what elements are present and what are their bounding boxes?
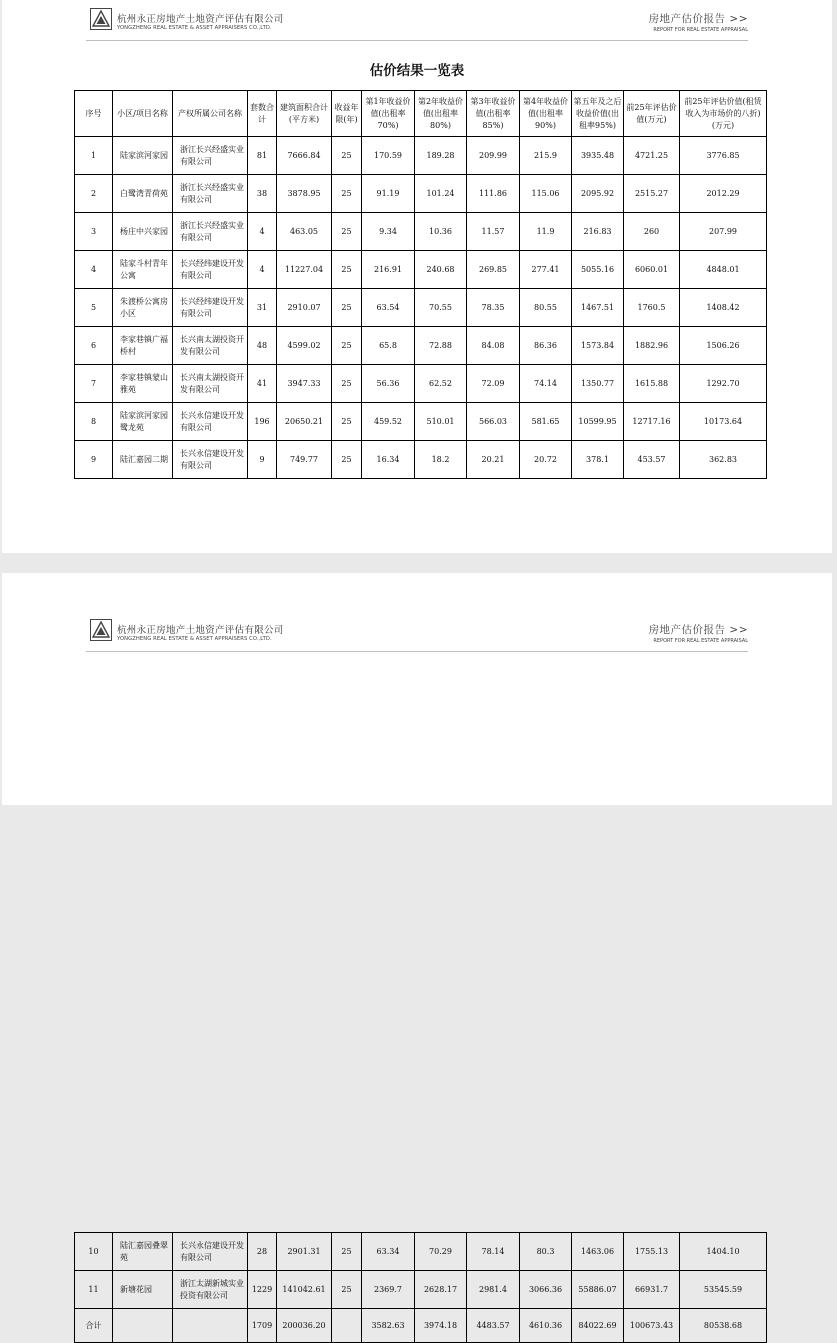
table-cell: 31 bbox=[248, 289, 277, 327]
column-header: 序号 bbox=[75, 91, 113, 137]
table-cell: 20650.21 bbox=[277, 403, 332, 441]
table-cell: 9.34 bbox=[362, 213, 415, 251]
table-cell: 70.29 bbox=[415, 1233, 467, 1271]
table-cell: 215.9 bbox=[520, 137, 572, 175]
table-cell: 28 bbox=[248, 1233, 277, 1271]
table-row bbox=[75, 365, 767, 403]
table-cell: 3878.95 bbox=[277, 175, 332, 213]
table-cell: 216.91 bbox=[362, 251, 415, 289]
table-cell: 6060.01 bbox=[624, 251, 680, 289]
table-cell: 55886.07 bbox=[572, 1271, 624, 1309]
table-cell: 10.36 bbox=[415, 213, 467, 251]
table-cell: 25 bbox=[332, 327, 362, 365]
table-cell: 81 bbox=[248, 137, 277, 175]
table-cell: 510.01 bbox=[415, 403, 467, 441]
table-cell: 陆家斗村青年公寓 bbox=[113, 251, 173, 289]
table-cell: 4721.25 bbox=[624, 137, 680, 175]
table-cell: 66931.7 bbox=[624, 1271, 680, 1309]
table-cell: 62.52 bbox=[415, 365, 467, 403]
table-cell: 453.57 bbox=[624, 441, 680, 479]
table-cell: 65.8 bbox=[362, 327, 415, 365]
column-header: 第2年收益价值(出租率80%) bbox=[415, 91, 467, 137]
report-subtitle: REPORT FOR REAL ESTATE APPRAISAL bbox=[653, 638, 748, 644]
column-header: 前25年评估价值(万元) bbox=[624, 91, 680, 137]
table-cell: 209.99 bbox=[467, 137, 520, 175]
table-cell: 2628.17 bbox=[415, 1271, 467, 1309]
table-cell: 207.99 bbox=[680, 213, 767, 251]
table-cell: 3 bbox=[75, 213, 113, 251]
table-cell: 2515.27 bbox=[624, 175, 680, 213]
table-cell: 78.14 bbox=[467, 1233, 520, 1271]
table-cell: 91.19 bbox=[362, 175, 415, 213]
table-cell: 80.3 bbox=[520, 1233, 572, 1271]
table-cell: 7666.84 bbox=[277, 137, 332, 175]
column-header: 建筑面积合计(平方米) bbox=[277, 91, 332, 137]
table-cell: 1350.77 bbox=[572, 365, 624, 403]
table-cell: 63.54 bbox=[362, 289, 415, 327]
table-cell: 86.36 bbox=[520, 327, 572, 365]
table-cell: 浙江长兴经盛实业有限公司 bbox=[173, 213, 248, 251]
table-cell: 1463.06 bbox=[572, 1233, 624, 1271]
table-cell: 浙江长兴经盛实业有限公司 bbox=[173, 137, 248, 175]
table-cell: 25 bbox=[332, 175, 362, 213]
table-cell: 200036.20 bbox=[277, 1309, 332, 1343]
table-cell: 4 bbox=[248, 251, 277, 289]
table-cell: 11 bbox=[75, 1271, 113, 1309]
table-cell: 115.06 bbox=[520, 175, 572, 213]
column-header: 产权所属公司名称 bbox=[173, 91, 248, 137]
report-subtitle: REPORT FOR REAL ESTATE APPRAISAL bbox=[653, 27, 748, 33]
report-page-2 bbox=[2, 573, 832, 1330]
table-cell: 朱渡桥公寓房小区 bbox=[113, 289, 173, 327]
table-cell: 362.83 bbox=[680, 441, 767, 479]
table-cell: 63.34 bbox=[362, 1233, 415, 1271]
table-title: 估价结果一览表 bbox=[369, 63, 465, 79]
table-cell: 25 bbox=[332, 213, 362, 251]
table-cell: 1404.10 bbox=[680, 1233, 767, 1271]
table-cell: 3974.18 bbox=[415, 1309, 467, 1343]
page-header bbox=[86, 6, 748, 41]
table-row bbox=[75, 1309, 767, 1343]
column-header: 第3年收益价值(出租率85%) bbox=[467, 91, 520, 137]
table-cell: 277.41 bbox=[520, 251, 572, 289]
table-cell: 74.14 bbox=[520, 365, 572, 403]
table-cell: 53545.59 bbox=[680, 1271, 767, 1309]
table-cell: 2901.31 bbox=[277, 1233, 332, 1271]
table-cell: 111.86 bbox=[467, 175, 520, 213]
table-cell: 378.1 bbox=[572, 441, 624, 479]
column-header: 套数合计 bbox=[248, 91, 277, 137]
table-cell: 25 bbox=[332, 251, 362, 289]
column-header: 小区/项目名称 bbox=[113, 91, 173, 137]
table-cell: 3947.33 bbox=[277, 365, 332, 403]
table-cell: 11.57 bbox=[467, 213, 520, 251]
table-cell: 1882.96 bbox=[624, 327, 680, 365]
table-cell: 749.77 bbox=[277, 441, 332, 479]
company-name-cn: 杭州永正房地产土地资产评估有限公司 bbox=[117, 14, 284, 25]
table-cell: 2012.29 bbox=[680, 175, 767, 213]
table-cell: 4 bbox=[248, 213, 277, 251]
table-cell: 3776.85 bbox=[680, 137, 767, 175]
table-cell: 38 bbox=[248, 175, 277, 213]
table-header-row bbox=[75, 91, 767, 137]
table-cell: 1 bbox=[75, 137, 113, 175]
table-row bbox=[75, 327, 767, 365]
table-cell: 566.03 bbox=[467, 403, 520, 441]
table-row bbox=[75, 1271, 767, 1309]
table-cell: 11227.04 bbox=[277, 251, 332, 289]
table-cell: 2910.07 bbox=[277, 289, 332, 327]
table-cell: 长兴永信建设开发有限公司 bbox=[173, 1233, 248, 1271]
table-cell: 陆家滨河家园 bbox=[113, 137, 173, 175]
table-cell: 84022.69 bbox=[572, 1309, 624, 1343]
table-cell: 3066.36 bbox=[520, 1271, 572, 1309]
table-cell: 陆汇嘉园二期 bbox=[113, 441, 173, 479]
table-cell: 11.9 bbox=[520, 213, 572, 251]
table-cell: 25 bbox=[332, 403, 362, 441]
table-cell: 陆汇嘉园叠翠苑 bbox=[113, 1233, 173, 1271]
table-cell: 25 bbox=[332, 289, 362, 327]
table-cell: 20.21 bbox=[467, 441, 520, 479]
table-cell: 20.72 bbox=[520, 441, 572, 479]
table-cell: 长兴南太湖投资开发有限公司 bbox=[173, 365, 248, 403]
table-cell: 杨庄中兴家园 bbox=[113, 213, 173, 251]
table-cell: 李家巷镇蒙山雅苑 bbox=[113, 365, 173, 403]
company-logo-icon bbox=[90, 619, 112, 641]
table-cell: 9 bbox=[75, 441, 113, 479]
table-cell: 2095.92 bbox=[572, 175, 624, 213]
table-cell: 25 bbox=[332, 1271, 362, 1309]
table-cell: 4599.02 bbox=[277, 327, 332, 365]
table-cell: 李家巷镇广福桥村 bbox=[113, 327, 173, 365]
company-name-en: YONGZHENG REAL ESTATE & ASSET APPRAISERS CO.,LTD. bbox=[117, 636, 272, 642]
table-cell: 16.34 bbox=[362, 441, 415, 479]
table-cell: 56.36 bbox=[362, 365, 415, 403]
page-header bbox=[86, 617, 748, 652]
table-cell: 5 bbox=[75, 289, 113, 327]
table-cell: 2369.7 bbox=[362, 1271, 415, 1309]
table-cell: 459.52 bbox=[362, 403, 415, 441]
table-cell: 78.35 bbox=[467, 289, 520, 327]
table-cell: 长兴永信建设开发有限公司 bbox=[173, 441, 248, 479]
table-cell: 10 bbox=[75, 1233, 113, 1271]
table-cell: 72.09 bbox=[467, 365, 520, 403]
table-cell: 新塘花园 bbox=[113, 1271, 173, 1309]
table-cell: 1467.51 bbox=[572, 289, 624, 327]
table-cell: 6 bbox=[75, 327, 113, 365]
table-cell: 4483.57 bbox=[467, 1309, 520, 1343]
report-page-1 bbox=[2, 0, 832, 553]
table-cell: 72.88 bbox=[415, 327, 467, 365]
table-cell: 8 bbox=[75, 403, 113, 441]
valuation-results-table bbox=[74, 90, 767, 479]
table-cell: 7 bbox=[75, 365, 113, 403]
table-cell bbox=[332, 1309, 362, 1343]
table-cell: 581.65 bbox=[520, 403, 572, 441]
table-cell: 1760.5 bbox=[624, 289, 680, 327]
table-cell: 25 bbox=[332, 441, 362, 479]
table-cell: 25 bbox=[332, 137, 362, 175]
table-cell: 216.83 bbox=[572, 213, 624, 251]
table-cell: 80538.68 bbox=[680, 1309, 767, 1343]
table-cell: 1755.13 bbox=[624, 1233, 680, 1271]
column-header: 第4年收益价值(出租率90%) bbox=[520, 91, 572, 137]
table-cell: 84.08 bbox=[467, 327, 520, 365]
table-cell: 48 bbox=[248, 327, 277, 365]
table-cell: 合计 bbox=[75, 1309, 113, 1343]
column-header: 第五年及之后收益价值(出租率95%) bbox=[572, 91, 624, 137]
table-cell: 浙江长兴经盛实业有限公司 bbox=[173, 175, 248, 213]
table-cell: 12717.16 bbox=[624, 403, 680, 441]
company-logo-icon bbox=[90, 8, 112, 30]
table-cell: 41 bbox=[248, 365, 277, 403]
table-cell: 3935.48 bbox=[572, 137, 624, 175]
table-cell: 浙江太湖新城实业投资有限公司 bbox=[173, 1271, 248, 1309]
table-cell: 1229 bbox=[248, 1271, 277, 1309]
table-cell: 1408.42 bbox=[680, 289, 767, 327]
table-row bbox=[75, 1233, 767, 1271]
table-cell: 240.68 bbox=[415, 251, 467, 289]
table-cell: 70.55 bbox=[415, 289, 467, 327]
table-row bbox=[75, 175, 767, 213]
table-cell bbox=[113, 1309, 173, 1343]
table-cell: 1709 bbox=[248, 1309, 277, 1343]
table-cell: 长兴经纬建设开发有限公司 bbox=[173, 251, 248, 289]
table-cell: 269.85 bbox=[467, 251, 520, 289]
table-cell: 1573.84 bbox=[572, 327, 624, 365]
table-cell: 80.55 bbox=[520, 289, 572, 327]
table-cell: 100673.43 bbox=[624, 1309, 680, 1343]
table-row bbox=[75, 213, 767, 251]
table-cell: 10599.95 bbox=[572, 403, 624, 441]
column-header: 收益年限(年) bbox=[332, 91, 362, 137]
table-cell: 9 bbox=[248, 441, 277, 479]
table-cell: 5055.16 bbox=[572, 251, 624, 289]
table-cell: 4848.01 bbox=[680, 251, 767, 289]
table-cell: 长兴永信建设开发有限公司 bbox=[173, 403, 248, 441]
table-row bbox=[75, 289, 767, 327]
table-cell: 1292.70 bbox=[680, 365, 767, 403]
table-cell: 101.24 bbox=[415, 175, 467, 213]
table-cell: 18.2 bbox=[415, 441, 467, 479]
table-cell: 170.59 bbox=[362, 137, 415, 175]
column-header: 第1年收益价值(出租率70%) bbox=[362, 91, 415, 137]
table-cell: 10173.64 bbox=[680, 403, 767, 441]
table-cell: 1615.88 bbox=[624, 365, 680, 403]
table-cell: 白鹭湾青荷苑 bbox=[113, 175, 173, 213]
table-cell bbox=[173, 1309, 248, 1343]
table-cell: 141042.61 bbox=[277, 1271, 332, 1309]
table-cell: 1506.26 bbox=[680, 327, 767, 365]
table-row bbox=[75, 251, 767, 289]
company-name-en: YONGZHENG REAL ESTATE & ASSET APPRAISERS CO.,LTD. bbox=[117, 25, 272, 31]
table-cell: 4 bbox=[75, 251, 113, 289]
table-row bbox=[75, 137, 767, 175]
table-cell: 260 bbox=[624, 213, 680, 251]
column-header: 前25年评估价值(租赁收入为市场价的八折)(万元) bbox=[680, 91, 767, 137]
table-row bbox=[75, 403, 767, 441]
table-cell: 2 bbox=[75, 175, 113, 213]
table-cell: 25 bbox=[332, 1233, 362, 1271]
valuation-results-table-continued bbox=[74, 1232, 767, 1343]
table-cell: 463.05 bbox=[277, 213, 332, 251]
report-title: 房地产估价报告 >> bbox=[648, 13, 748, 25]
table-cell: 4610.36 bbox=[520, 1309, 572, 1343]
table-row bbox=[75, 441, 767, 479]
table-cell: 长兴经纬建设开发有限公司 bbox=[173, 289, 248, 327]
company-name-cn: 杭州永正房地产土地资产评估有限公司 bbox=[117, 625, 284, 636]
table-cell: 3582.63 bbox=[362, 1309, 415, 1343]
table-cell: 196 bbox=[248, 403, 277, 441]
report-title: 房地产估价报告 >> bbox=[648, 624, 748, 636]
table-cell: 25 bbox=[332, 365, 362, 403]
table-cell: 长兴南太湖投资开发有限公司 bbox=[173, 327, 248, 365]
table-cell: 189.28 bbox=[415, 137, 467, 175]
table-cell: 2981.4 bbox=[467, 1271, 520, 1309]
table-cell: 陆家滨河家园鹭龙苑 bbox=[113, 403, 173, 441]
